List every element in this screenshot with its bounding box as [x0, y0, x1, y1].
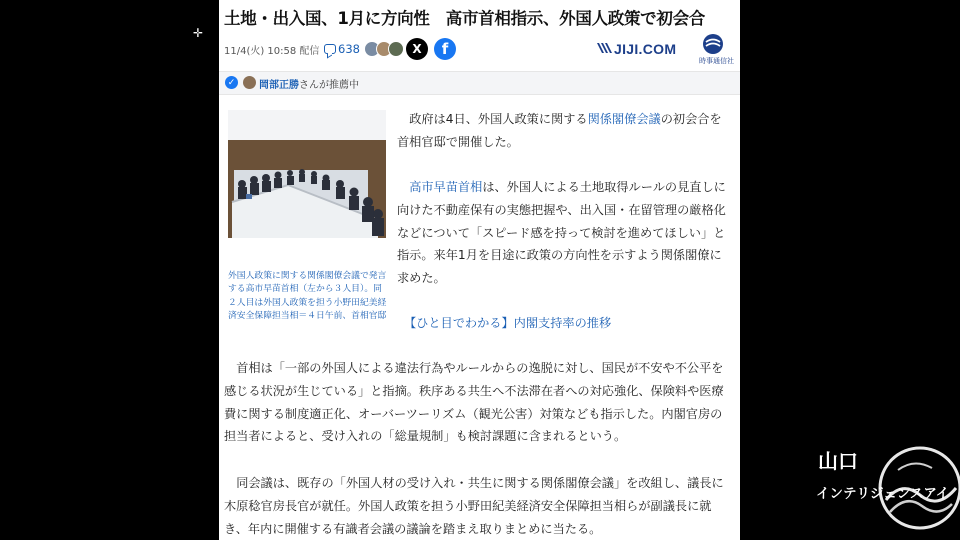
paragraph-3: 首相は「一部の外国人による違法行為やルールからの逸脱に対し、国民が不安や不公平を感じる状況が生じている」と指摘。秩序ある共生へ不法滞在者への対応強化、保険料や医療費に関する制度適正化、オーバーツーリズム（観光公害）対策なども指示した。内閣官房の担当者によると、受け入れの「総量規制」も検討課題に含まれるという。 — [224, 361, 724, 444]
source-sub: 時事通信社 — [699, 57, 734, 65]
comment-count: 638 — [338, 42, 360, 56]
meeting-photo-image — [228, 110, 386, 238]
article-meta — [224, 38, 740, 65]
crosshair-cursor-icon: ✛ — [193, 26, 204, 40]
link-prime-minister[interactable]: 高市早苗首相 — [409, 180, 483, 194]
article-photo[interactable] — [228, 110, 386, 238]
jiji-circle-icon — [702, 33, 724, 55]
article-headline: 土地・出入国、1月に方向性 高市首相指示、外国人政策で初会合 — [224, 9, 705, 28]
avatar — [388, 41, 404, 57]
section-link-approval-rating[interactable]: 【ひと目でわかる】内閣支持率の推移 — [404, 316, 612, 330]
verified-check-icon: ✓ — [225, 76, 238, 89]
paragraph-2: 高市早苗首相は、外国人による土地取得ルールの見直しに向けた不動産保有の実態把握や、出入国・在留管理の厳格化などについて「スピード感を持って検討を進めてほしい」と指示。来年1月を目途に政策の方向性を示すよう関係閣僚に求めた。 — [397, 180, 726, 286]
recommender-bar[interactable] — [219, 71, 740, 95]
watermark-title: 山口 — [818, 449, 858, 473]
comments-link[interactable] — [324, 40, 360, 58]
publish-date: 11/4(火) 10:58 配信 — [224, 46, 320, 57]
paragraph-4: 同会議は、既存の「外国人材の受け入れ・共生に関する関係閣僚会議」を改組し、議長に木原稔官房長官が就任。外国人政策を担う小野田紀美経済安全保障担当相らが副議長に就き、年内に開催する有識者会議の議論を踏まえ取りまとめに当たる。 — [224, 476, 724, 536]
recommender-avatar — [243, 76, 256, 89]
link-cabinet-meeting[interactable]: 関係閣僚会議 — [587, 112, 661, 126]
jiji-mark-icon — [596, 41, 612, 55]
x-logo-icon: X — [412, 42, 422, 56]
facebook-logo-icon: f — [441, 40, 449, 58]
source-logo-text: JIJI.COM — [614, 41, 677, 57]
recommender-name: 岡部正勝 — [259, 80, 299, 91]
comment-icon — [324, 44, 336, 54]
source-logo[interactable] — [596, 33, 736, 65]
paragraph-1: 政府は4日、外国人政策に関する関係閣僚会議の初会合を首相官邸で開催した。 — [397, 112, 722, 149]
watermark-subtitle: インテリジェンスアイ — [816, 486, 950, 502]
channel-watermark — [810, 440, 960, 535]
recommender-text: 岡部正勝さんが推薦中 — [259, 80, 359, 91]
photo-caption: 外国人政策に関する関係閣僚会議で発言する高市早苗首相（左から３人目）。同２人目は外国人政策を担う小野田紀美経済安全保障担当相＝４日午前、首相官邸 — [228, 271, 387, 321]
share-x-button[interactable] — [406, 38, 428, 60]
share-facebook-button[interactable] — [434, 38, 456, 60]
article-page — [219, 0, 740, 540]
commenter-avatars[interactable] — [364, 41, 404, 57]
